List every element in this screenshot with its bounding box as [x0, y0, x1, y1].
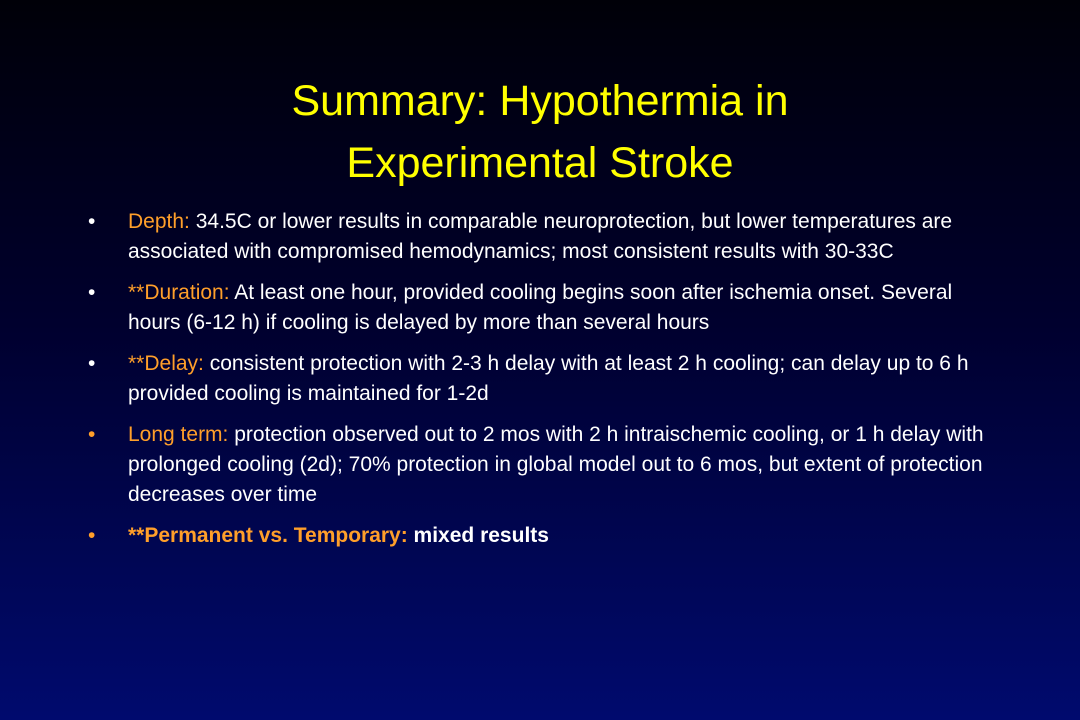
- bullet-text: mixed results: [407, 524, 549, 547]
- bullet-label: Long term:: [128, 423, 229, 446]
- bullet-depth: [88, 207, 993, 267]
- bullet-marker: •: [88, 524, 96, 547]
- bullet-long-term: [88, 420, 993, 510]
- bullet-label: **Delay:: [128, 352, 204, 375]
- bullet-label: **Duration:: [128, 281, 230, 304]
- bullet-text: At least one hour, provided cooling begins soon after ischemia onset. Several hours (6-12 h) if cooling is delayed by more than several hours: [128, 281, 953, 334]
- bullet-marker: •: [88, 281, 96, 304]
- bullet-permanent-vs-temporary: [88, 521, 993, 551]
- bullet-duration: [88, 278, 993, 338]
- slide-title-line-1: Summary: Hypothermia in: [291, 77, 789, 125]
- bullet-marker: •: [88, 352, 96, 375]
- bullet-marker: •: [88, 210, 96, 233]
- slide-title: [0, 70, 1080, 194]
- bullet-label: Depth:: [128, 210, 190, 233]
- bullet-text: consistent protection with 2-3 h delay with at least 2 h cooling; can delay up to 6 h provided cooling is maintained for 1-2d: [128, 352, 969, 405]
- bullet-text: 34.5C or lower results in comparable neuroprotection, but lower temperatures are associated with compromised hemodynamics; most consistent results with 30-33C: [128, 210, 953, 263]
- bullet-text: protection observed out to 2 mos with 2 h intraischemic cooling, or 1 h delay with prolonged cooling (2d); 70% protection in global model out to 6 mos, but extent of protection decreases over time: [128, 423, 984, 506]
- bullet-label: **Permanent vs. Temporary:: [128, 524, 408, 547]
- slide-title-line-2: Experimental Stroke: [346, 139, 734, 187]
- bullet-delay: [88, 349, 993, 409]
- bullet-list: [88, 207, 993, 562]
- bullet-marker: •: [88, 423, 96, 446]
